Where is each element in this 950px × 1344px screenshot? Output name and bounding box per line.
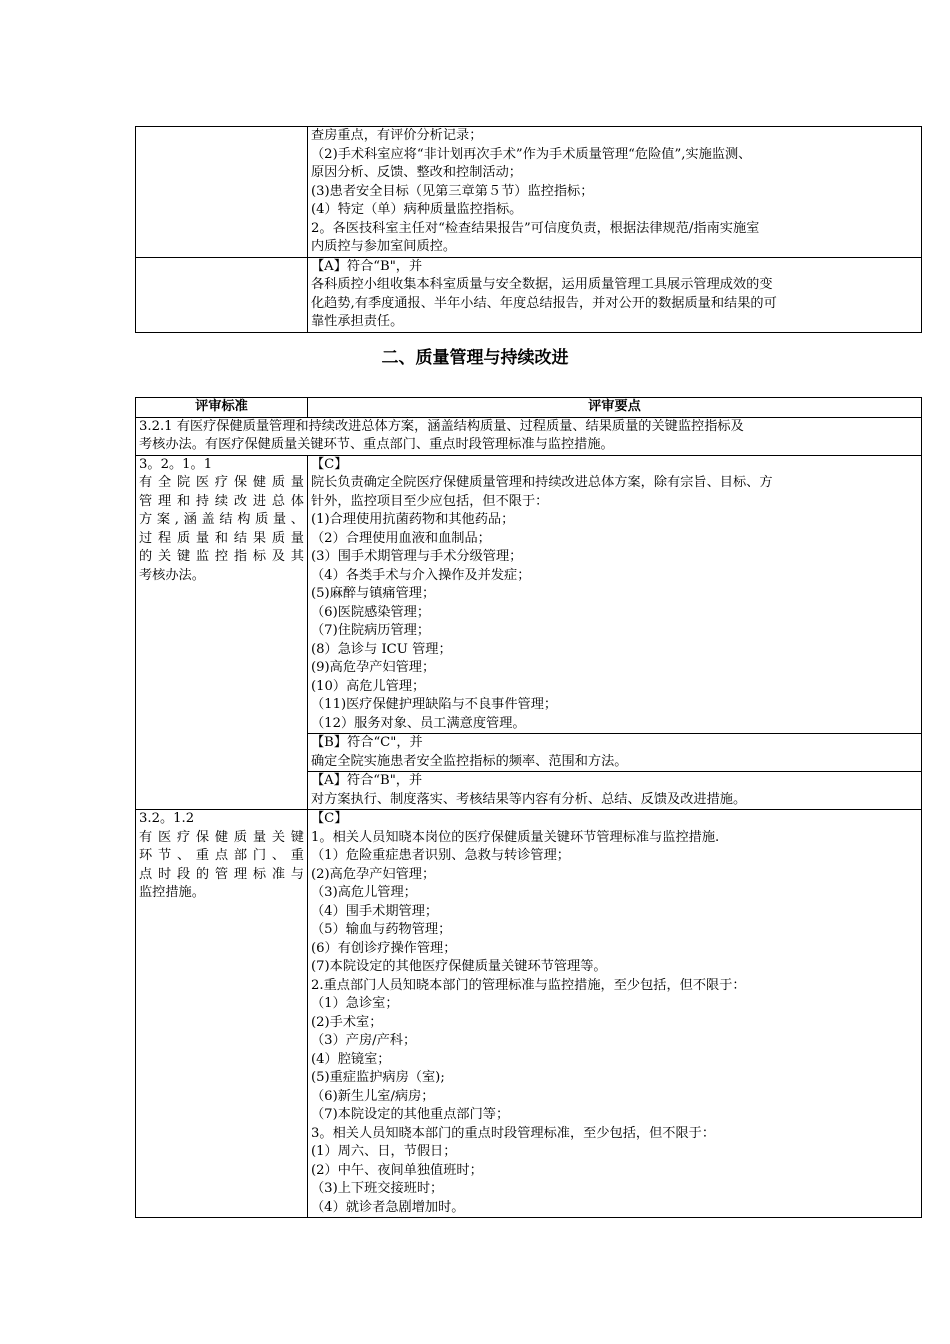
text-line: (1）周六、日，节假日；: [311, 1144, 457, 1159]
text-line: 1。相关人员知晓本岗位的医疗保健质量关键环节管理标准与监控措施.: [311, 829, 720, 845]
text-line: 【A】符合“B"，并: [311, 773, 423, 788]
text-line: 监控措施。: [139, 885, 205, 900]
text-line: 各科质控小组收集本科室质量与安全数据，运用质量管理工具展示管理成效的变: [311, 277, 773, 292]
quality-management-table: [135, 397, 922, 1218]
text-line: 的关键监控指标及其: [139, 549, 304, 564]
text-line: (7)本院设定的其他医疗保健质量关键环节管理等。: [311, 959, 607, 974]
text-line: 靠性承担责任。: [311, 314, 404, 329]
standard-cell-empty: [136, 127, 308, 258]
text-line: (5)重症监护病房（室);: [311, 1070, 445, 1085]
text-line: 原因分析、反馈、整改和控制活动；: [311, 165, 522, 180]
text-line: （4）围手术期管理；: [311, 903, 439, 919]
text-line: 环节、重点部门、重: [139, 848, 304, 863]
text-line: (6）有创诊疗操作管理；: [311, 940, 457, 956]
text-line: 有全院医疗保健质量: [139, 475, 304, 490]
text-line: （7)住院病历管理；: [311, 623, 431, 638]
text-line: 【A】符合“B"，并: [311, 258, 423, 274]
text-line: （3)上下班交接班时；: [311, 1181, 444, 1196]
text-line: （6)医院感染管理；: [311, 604, 431, 620]
text-line: (10）高危儿管理；: [311, 678, 426, 694]
text-line: (2）中午、夜间单独值班时；: [311, 1162, 483, 1178]
text-line: 3。2。1。1: [139, 456, 213, 472]
section-heading: 二、质量管理与持续改进: [381, 348, 569, 368]
text-line: 3。相关人员知晓本部门的重点时段管理标准，至少包括，但不限于：: [311, 1125, 716, 1141]
text-line: 化趋势,有季度通报、半年小结、年度总结报告，并对公开的数据质量和结果的可: [311, 295, 777, 311]
text-line: (3)患者安全目标（见第三章第５节）监控指标；: [311, 183, 594, 199]
text-line: 考核办法。有医疗保健质量关键环节、重点部门、重点时段管理标准与监控措施。: [139, 437, 614, 452]
text-line: （2）合理使用血液和血制品；: [311, 530, 491, 546]
text-line: （1）危险重症患者识别、急救与转诊管理；: [311, 848, 570, 863]
text-line: (9)高危孕产妇管理；: [311, 660, 436, 675]
standard-3-2-1-2: [136, 810, 308, 1218]
text-line: (2)手术室；: [311, 1014, 383, 1030]
text-line: 确定全院实施患者安全监控指标的频率、范围和方法。: [311, 753, 628, 769]
text-line: (2)高危孕产妇管理；: [311, 866, 436, 882]
text-line: 【C】: [311, 456, 348, 472]
text-line: 3.2。1.2: [139, 811, 195, 826]
text-line: 查房重点，有评价分析记录；: [311, 128, 483, 143]
text-line: 【C】: [311, 811, 348, 826]
text-line: (3）围手术期管理与手术分级管理；: [311, 549, 523, 564]
text-line: 【B】符合“C"，并: [311, 735, 423, 750]
text-line: (1)合理使用抗菌药物和其他药品；: [311, 512, 515, 527]
text-line: （1）急诊室；: [311, 996, 399, 1011]
text-line: （11)医疗保健护理缺陷与不良事件管理；: [311, 697, 558, 712]
points-grade-a: [308, 772, 922, 810]
text-line: (4）腔镜室；: [311, 1051, 391, 1067]
text-line: (5)麻醉与镇痛管理；: [311, 586, 436, 601]
text-line: （2)手术科室应将“非计划再次手术”作为手术质量管理“危险值”,实施监测、: [311, 146, 752, 162]
text-line: 3.2.1 有医疗保健质量管理和持续改进总体方案，涵盖结构质量、过程质量、结果质量的关键监控指标及: [139, 418, 744, 434]
points-grade-c-2: [308, 810, 922, 1218]
text-line: 有医疗保健质量关键: [139, 829, 304, 845]
text-line: 过程质量和结果质量: [139, 530, 304, 546]
text-line: （5）输血与药物管理；: [311, 922, 452, 937]
criteria-cell-continued: [308, 127, 922, 258]
continued-criteria-table: [135, 126, 922, 333]
text-line: （12）服务对象、员工满意度管理。: [311, 715, 526, 731]
text-line: 2.重点部门人员知晓本部门的管理标准与监控措施，至少包括，但不限于：: [311, 977, 746, 993]
text-line: 考核办法。: [139, 567, 205, 583]
points-grade-c: [308, 455, 922, 734]
text-line: (4）特定（单）病种质量监控指标。: [311, 202, 523, 217]
text-line: 针外，监控项目至少应包括，但不限于：: [311, 493, 549, 509]
criteria-cell-grade-a: [308, 257, 922, 332]
text-line: （7)本院设定的其他重点部门等；: [311, 1107, 510, 1122]
text-line: （4）就诊者急剧增加时。: [311, 1199, 465, 1215]
standard-3-2-1-1: [136, 455, 308, 810]
text-line: 对方案执行、制度落实、考核结果等内容有分析、总结、反馈及改进措施。: [311, 791, 747, 807]
text-line: 方案,涵盖结构质量、: [139, 512, 304, 527]
text-line: 管理和持续改进总体: [139, 493, 304, 509]
text-line: 内质控与参加室间质控。: [311, 239, 457, 254]
points-grade-b: [308, 734, 922, 772]
column-header-standard: 评审标准: [136, 398, 308, 418]
text-line: （4）各类手术与介入操作及并发症；: [311, 567, 531, 583]
text-line: 院长负责确定全院医疗保健质量管理和持续改进总体方案，除有宗旨、目标、方: [311, 475, 773, 490]
text-line: （3）产房/产科；: [311, 1033, 417, 1048]
text-line: （3)高危儿管理；: [311, 885, 417, 900]
text-line: (8）急诊与 ICU 管理；: [311, 641, 452, 657]
standard-intro-row: [136, 417, 922, 455]
column-header-points: 评审要点: [308, 398, 922, 418]
text-line: 点时段的管理标准与: [139, 866, 304, 882]
text-line: （6)新生儿室/病房；: [311, 1088, 435, 1104]
text-line: 2。各医技科室主任对“检查结果报告”可信度负责，根据法律规范/指南实施室: [311, 220, 760, 236]
standard-cell-empty: [136, 257, 308, 332]
